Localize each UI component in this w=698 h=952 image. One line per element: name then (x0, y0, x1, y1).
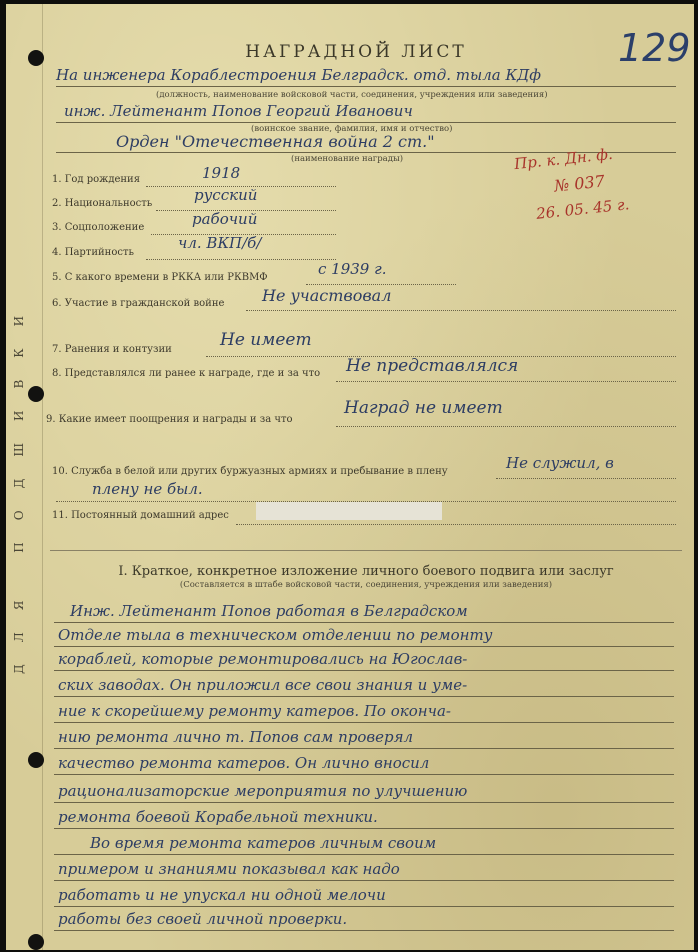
q4-answer: чл. ВКП/б/ (178, 234, 262, 252)
punch-hole-top (28, 50, 44, 66)
punch-hole-bottom (28, 934, 44, 950)
punch-hole-lower (28, 752, 44, 768)
award-caption: (наименование награды) (291, 154, 404, 164)
story-rule-3 (54, 670, 674, 671)
story-line-5: ние к скорейшему ремонту катеров. По оконча- (58, 702, 451, 720)
story-line-2: Отделе тыла в техническом отделении по ремонту (58, 626, 493, 644)
story-rule-11 (54, 880, 674, 881)
q7-label: 7. Ранения и контузии (52, 344, 172, 355)
q8-answer: Не представлялся (346, 356, 519, 376)
binding-margin-line (42, 4, 43, 950)
story-rule-7 (54, 774, 674, 775)
q5-line (306, 284, 456, 285)
position-caption: (должность, наименование войсковой части, соединения, учреждения или заведения) (156, 90, 548, 100)
story-rule-8 (54, 802, 674, 803)
address-redaction (256, 502, 442, 520)
story-line-11: примером и знаниями показывал как надо (58, 860, 400, 878)
award-sheet (6, 4, 694, 950)
q6-line (246, 310, 676, 311)
q10-line (496, 478, 676, 479)
story-line-13: работы без своей личной проверки. (58, 910, 348, 928)
story-line-7: качество ремонта катеров. Он лично вносил (58, 754, 430, 772)
q6-label: 6. Участие в гражданской войне (52, 298, 225, 309)
document-title: НАГРАДНОЙ ЛИСТ (245, 42, 467, 62)
story-rule-5 (54, 722, 674, 723)
story-rule-9 (54, 828, 674, 829)
story-line-4: ских заводах. Он приложил все свои знания и уме- (58, 676, 468, 694)
story-rule-13 (54, 930, 674, 931)
name-rule (56, 122, 676, 123)
name-value: инж. Лейтенант Попов Георгий Иванович (64, 102, 413, 120)
q8-label: 8. Представлялся ли ранее к награде, где и за что (52, 368, 321, 379)
position-rule (56, 86, 676, 87)
q2-answer: русский (194, 186, 258, 204)
story-rule-10 (54, 854, 674, 855)
q1-label: 1. Год рождения (52, 174, 141, 185)
q5-label: 5. С какого времени в РККА или РКВМФ (52, 272, 268, 283)
q9-answer: Наград не имеет (344, 398, 503, 418)
order-line-1: Пр. к. Дн. ф. (513, 144, 614, 174)
q4-line (146, 259, 336, 260)
q8-line (336, 381, 676, 382)
award-value: Орден "Отечественная война 2 ст." (116, 132, 435, 151)
story-rule-12 (54, 906, 674, 907)
section-divider (50, 550, 682, 551)
q10-label: 10. Служба в белой или других буржуазных армиях и пребывание в плену (52, 466, 448, 477)
story-rule-1 (54, 622, 674, 623)
q5-answer: с 1939 г. (318, 260, 387, 278)
order-line-2: № 037 (553, 171, 606, 196)
story-rule-4 (54, 696, 674, 697)
q1-answer: 1918 (202, 164, 241, 182)
binding-margin-label: ДЛЯ ПОДШИВКИ (12, 293, 26, 674)
position-value: На инженера Кораблестроения Белградск. отд. тыла КДф (56, 66, 541, 84)
q9-line (336, 426, 676, 427)
story-line-9: ремонта боевой Корабельной техники. (58, 808, 378, 826)
q11-line (236, 524, 676, 525)
story-line-10: Во время ремонта катеров личным своим (90, 834, 437, 852)
section-subtitle: (Составляется в штабе войсковой части, соединения, учреждения или заведения) (179, 580, 553, 590)
story-line-3: кораблей, которые ремонтировались на Югослав- (58, 650, 468, 668)
story-rule-6 (54, 748, 674, 749)
name-caption: (воинское звание, фамилия, имя и отчество) (251, 124, 453, 134)
story-line-1: Инж. Лейтенант Попов работая в Белградском (70, 602, 468, 620)
q10-answer: Не служил, в (506, 454, 614, 472)
story-rule-2 (54, 646, 674, 647)
story-line-12: работать и не упускал ни одной мелочи (58, 886, 386, 904)
page-number: 129 (618, 26, 691, 70)
q7-answer: Не имеет (220, 330, 312, 350)
q4-label: 4. Партийность (52, 247, 134, 258)
q2-label: 2. Национальность (52, 198, 153, 209)
story-line-8: рационализаторские мероприятия по улучшению (58, 782, 468, 800)
q9-label: 9. Какие имеет поощрения и награды и за что (46, 414, 293, 425)
q3-answer: рабочий (192, 210, 258, 228)
q3-label: 3. Соцположение (52, 222, 145, 233)
order-line-3: 26. 05. 45 г. (535, 195, 631, 223)
section-title: I. Краткое, конкретное изложение личного боевого подвига или заслуг (118, 564, 614, 579)
story-line-6: нию ремонта лично т. Попов сам проверял (58, 728, 414, 746)
q11-label: 11. Постоянный домашний адрес (52, 510, 229, 521)
q6-answer: Не участвовал (262, 286, 392, 305)
q10-answer-continued: плену не был. (92, 480, 203, 498)
